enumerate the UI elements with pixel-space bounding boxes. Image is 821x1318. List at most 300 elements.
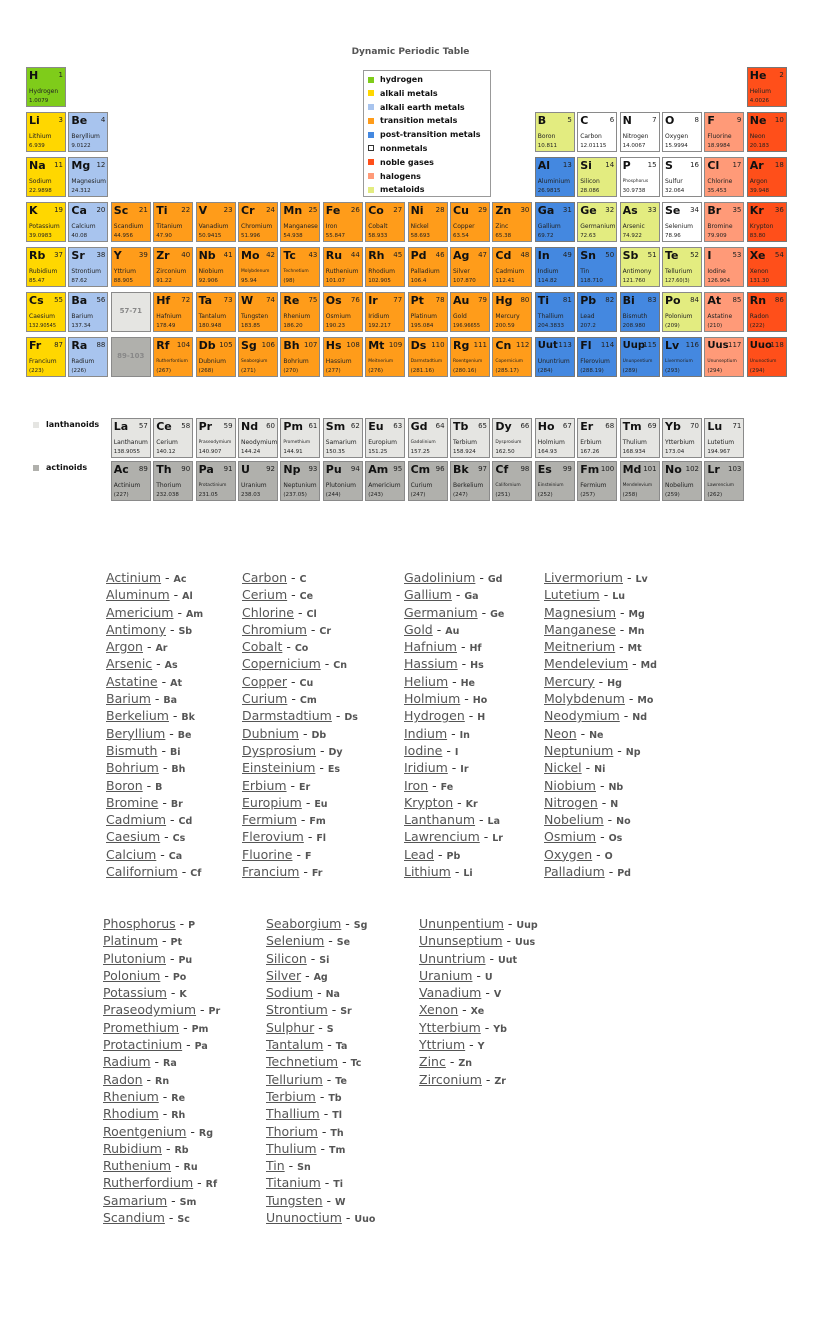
element-link-ununseptium[interactable]: Ununseptium xyxy=(419,933,503,949)
index-entry: Dysprosium - Dy xyxy=(242,742,343,758)
element-symbol: Tm xyxy=(622,420,642,433)
element-link-antimony[interactable]: Antimony xyxy=(106,621,166,637)
element-cell-gd[interactable] xyxy=(408,418,448,458)
element-link-dubnium[interactable]: Dubnium xyxy=(242,725,299,741)
element-link-tungsten[interactable]: Tungsten xyxy=(266,1192,323,1208)
element-cell-ar[interactable] xyxy=(747,157,787,197)
element-cell-si[interactable] xyxy=(577,157,617,197)
element-name: Dysprosium xyxy=(495,440,522,445)
element-link-fluorine[interactable]: Fluorine xyxy=(242,846,293,862)
index-entry: Silver - Ag xyxy=(266,967,328,983)
element-link-neon[interactable]: Neon xyxy=(544,725,577,741)
element-cell-eu[interactable] xyxy=(365,418,405,458)
atomic-weight: 85.47 xyxy=(29,278,45,284)
element-name: Protactinium xyxy=(198,483,227,488)
element-link-zinc[interactable]: Zinc xyxy=(419,1054,446,1070)
element-cell-f[interactable] xyxy=(704,112,744,152)
element-link-rhenium[interactable]: Rhenium xyxy=(103,1088,159,1104)
element-symbol: Re xyxy=(283,294,300,307)
element-link-californium[interactable]: Californium xyxy=(106,864,178,880)
element-cell-o[interactable] xyxy=(662,112,702,152)
element-link-thulium[interactable]: Thulium xyxy=(266,1140,317,1156)
element-link-hydrogen[interactable]: Hydrogen xyxy=(404,708,465,724)
element-cell-h[interactable] xyxy=(26,67,66,107)
element-symbol: W xyxy=(241,294,254,307)
element-link-flerovium[interactable]: Flerovium xyxy=(242,829,304,845)
element-link-thorium[interactable]: Thorium xyxy=(266,1123,318,1139)
element-cell-br[interactable] xyxy=(704,202,744,242)
element-cell-ra[interactable] xyxy=(68,337,108,377)
element-cell-fm[interactable] xyxy=(577,461,617,501)
element-link-chromium[interactable]: Chromium xyxy=(242,621,307,637)
element-cell-fl[interactable] xyxy=(577,337,617,377)
element-link-nickel[interactable]: Nickel xyxy=(544,760,582,776)
element-cell-rb[interactable] xyxy=(26,247,66,287)
element-cell-ds[interactable] xyxy=(408,337,448,377)
element-link-copper[interactable]: Copper xyxy=(242,673,288,689)
element-symbol: Np xyxy=(625,746,641,758)
element-link-krypton[interactable]: Krypton xyxy=(404,794,454,810)
element-link-germanium[interactable]: Germanium xyxy=(404,604,478,620)
element-cell-am[interactable] xyxy=(365,461,405,501)
element-cell-lu[interactable] xyxy=(704,418,744,458)
element-cell-tc[interactable] xyxy=(280,247,320,287)
element-symbol: Eu xyxy=(368,420,384,433)
element-cell-lr[interactable] xyxy=(704,461,744,501)
element-link-xenon[interactable]: Xenon xyxy=(419,1002,459,1018)
element-cell-cm[interactable] xyxy=(408,461,448,501)
atomic-weight: 144.24 xyxy=(241,449,261,455)
element-link-technetium[interactable]: Technetium xyxy=(266,1054,339,1070)
element-symbol: Pd xyxy=(410,249,427,262)
element-link-ununtrium[interactable]: Ununtrium xyxy=(419,950,486,966)
element-link-thallium[interactable]: Thallium xyxy=(266,1106,320,1122)
element-link-barium[interactable]: Barium xyxy=(106,691,151,707)
element-cell-be[interactable] xyxy=(68,112,108,152)
index-column xyxy=(266,915,375,1226)
element-cell-sr[interactable] xyxy=(68,247,108,287)
element-symbol: Au xyxy=(445,625,460,637)
element-cell-ho[interactable] xyxy=(535,418,575,458)
element-cell-w[interactable] xyxy=(238,292,278,332)
element-link-holmium[interactable]: Holmium xyxy=(404,691,461,707)
element-cell-nb[interactable] xyxy=(196,247,236,287)
element-link-calcium[interactable]: Calcium xyxy=(106,846,157,862)
element-cell-y[interactable] xyxy=(111,247,151,287)
element-cell-fe[interactable] xyxy=(323,202,363,242)
element-link-bromine[interactable]: Bromine xyxy=(106,794,159,810)
atomic-weight: 22.9898 xyxy=(29,188,52,194)
element-link-neodymium[interactable]: Neodymium xyxy=(544,708,620,724)
element-link-berkelium[interactable]: Berkelium xyxy=(106,708,169,724)
element-symbol: Cu xyxy=(453,204,469,217)
element-link-darmstadtium[interactable]: Darmstadtium xyxy=(242,708,332,724)
element-link-mendelevium[interactable]: Mendelevium xyxy=(544,656,629,672)
element-link-dysprosium[interactable]: Dysprosium xyxy=(242,742,317,758)
element-cell-cs[interactable] xyxy=(26,292,66,332)
element-cell-s[interactable] xyxy=(662,157,702,197)
element-symbol: Cu xyxy=(299,677,314,689)
element-name: Niobium xyxy=(198,268,224,275)
element-link-indium[interactable]: Indium xyxy=(404,725,448,741)
element-link-samarium[interactable]: Samarium xyxy=(103,1192,168,1208)
element-cell-tb[interactable] xyxy=(450,418,490,458)
legend-item-metalloid[interactable] xyxy=(368,183,490,197)
element-cell-kr[interactable] xyxy=(747,202,787,242)
element-cell-ti[interactable] xyxy=(535,292,575,332)
element-link-caesium[interactable]: Caesium xyxy=(106,829,161,845)
element-link-aluminum[interactable]: Aluminum xyxy=(106,587,170,603)
element-cell-ga[interactable] xyxy=(535,202,575,242)
element-cell-pr[interactable] xyxy=(196,418,236,458)
element-cell-u[interactable] xyxy=(238,461,278,501)
atomic-weight: 91.22 xyxy=(156,278,172,284)
element-cell-uut[interactable] xyxy=(535,337,575,377)
element-symbol: Uuo xyxy=(354,1214,376,1226)
element-cell-mt[interactable] xyxy=(365,337,405,377)
element-link-argon[interactable]: Argon xyxy=(106,639,143,655)
element-cell-pu[interactable] xyxy=(323,461,363,501)
element-cell-nd[interactable] xyxy=(238,418,278,458)
element-cell-mo[interactable] xyxy=(238,247,278,287)
element-link-ruthenium[interactable]: Ruthenium xyxy=(103,1158,172,1174)
element-link-astatine[interactable]: Astatine xyxy=(106,673,158,689)
atomic-weight: 127.60(3) xyxy=(665,278,690,284)
element-cell-k[interactable] xyxy=(26,202,66,242)
element-link-promethium[interactable]: Promethium xyxy=(103,1019,180,1035)
element-name: Ytterbium xyxy=(665,439,695,446)
element-link-silicon[interactable]: Silicon xyxy=(266,950,307,966)
legend-item-post[interactable] xyxy=(368,128,490,142)
element-link-iridium[interactable]: Iridium xyxy=(404,760,448,776)
element-link-iron[interactable]: Iron xyxy=(404,777,429,793)
element-link-yttrium[interactable]: Yttrium xyxy=(419,1037,466,1053)
element-cell-cf[interactable] xyxy=(492,461,532,501)
element-link-francium[interactable]: Francium xyxy=(242,864,300,880)
element-link-bismuth[interactable]: Bismuth xyxy=(106,742,158,758)
element-link-selenium[interactable]: Selenium xyxy=(266,933,325,949)
element-cell-sb[interactable] xyxy=(620,247,660,287)
atomic-number: 26 xyxy=(350,206,360,214)
element-cell-sc[interactable] xyxy=(111,202,151,242)
element-cell-sn[interactable] xyxy=(577,247,617,287)
legend-item-transition[interactable] xyxy=(368,114,490,128)
element-cell-te[interactable] xyxy=(662,247,702,287)
element-cell-fr[interactable] xyxy=(26,337,66,377)
element-cell-bh[interactable] xyxy=(280,337,320,377)
element-link-seaborgium[interactable]: Seaborgium xyxy=(266,916,342,931)
element-cell-rh[interactable] xyxy=(365,247,405,287)
element-link-terbium[interactable]: Terbium xyxy=(266,1088,316,1104)
legend-label: transition metals xyxy=(380,116,458,126)
element-link-curium[interactable]: Curium xyxy=(242,691,288,707)
element-link-rhodium[interactable]: Rhodium xyxy=(103,1106,159,1122)
element-cell-ba[interactable] xyxy=(68,292,108,332)
element-cell-uup[interactable] xyxy=(620,337,660,377)
element-link-actinium[interactable]: Actinium xyxy=(106,570,162,585)
element-cell-b[interactable] xyxy=(535,112,575,152)
element-link-helium[interactable]: Helium xyxy=(404,673,449,689)
index-entry: Calcium - Ca xyxy=(106,846,183,862)
element-link-lawrencium[interactable]: Lawrencium xyxy=(404,829,480,845)
element-symbol: Lv xyxy=(635,574,648,585)
legend-item-noble[interactable] xyxy=(368,156,490,170)
element-cell-po[interactable] xyxy=(662,292,702,332)
element-cell-zr[interactable] xyxy=(153,247,193,287)
element-cell-th[interactable] xyxy=(153,461,193,501)
element-link-tantalum[interactable]: Tantalum xyxy=(266,1037,324,1053)
element-link-radium[interactable]: Radium xyxy=(103,1054,151,1070)
element-cell-sm[interactable] xyxy=(323,418,363,458)
legend-item-hydrogen[interactable] xyxy=(368,73,490,87)
atomic-number: 6 xyxy=(609,116,615,124)
element-name: Copernicium xyxy=(495,359,524,364)
element-link-erbium[interactable]: Erbium xyxy=(242,777,287,793)
index-entry: Oxygen - O xyxy=(544,846,613,862)
element-cell-mn[interactable] xyxy=(280,202,320,242)
element-cell-as[interactable] xyxy=(620,202,660,242)
element-cell-yb[interactable] xyxy=(662,418,702,458)
element-cell-i[interactable] xyxy=(704,247,744,287)
element-link-oxygen[interactable]: Oxygen xyxy=(544,846,593,862)
element-link-nobelium[interactable]: Nobelium xyxy=(544,812,604,828)
element-link-manganese[interactable]: Manganese xyxy=(544,621,616,637)
element-cell-ca[interactable] xyxy=(68,202,108,242)
element-cell-p[interactable] xyxy=(620,157,660,197)
element-cell-rf[interactable] xyxy=(153,337,193,377)
element-cell-er[interactable] xyxy=(577,418,617,458)
index-entry: Sulphur - S xyxy=(266,1019,334,1035)
element-cell-zn[interactable] xyxy=(492,202,532,242)
element-link-phosphorus[interactable]: Phosphorus xyxy=(103,916,176,931)
element-link-sulphur[interactable]: Sulphur xyxy=(266,1019,315,1035)
element-cell-rg[interactable] xyxy=(450,337,490,377)
element-cell-co[interactable] xyxy=(365,202,405,242)
element-cell-cr[interactable] xyxy=(238,202,278,242)
element-cell-re[interactable] xyxy=(280,292,320,332)
element-link-bohrium[interactable]: Bohrium xyxy=(106,760,159,776)
element-name: Ruthenium xyxy=(325,268,359,275)
element-cell-xe[interactable] xyxy=(747,247,787,287)
element-link-cadmium[interactable]: Cadmium xyxy=(106,812,167,828)
element-link-livermorium[interactable]: Livermorium xyxy=(544,570,623,585)
element-link-niobium[interactable]: Niobium xyxy=(544,777,596,793)
element-link-rubidium[interactable]: Rubidium xyxy=(103,1140,162,1156)
element-link-fermium[interactable]: Fermium xyxy=(242,812,297,828)
element-link-meitnerium[interactable]: Meitnerium xyxy=(544,639,616,655)
element-cell-ru[interactable] xyxy=(323,247,363,287)
element-link-uranium[interactable]: Uranium xyxy=(419,967,473,983)
index-entry: Manganese - Mn xyxy=(544,621,645,637)
element-link-gold[interactable]: Gold xyxy=(404,621,433,637)
element-link-scandium[interactable]: Scandium xyxy=(103,1210,165,1226)
element-cell-lv[interactable] xyxy=(662,337,702,377)
element-cell-cl[interactable] xyxy=(704,157,744,197)
element-link-rutherfordium[interactable]: Rutherfordium xyxy=(103,1175,194,1191)
element-link-beryllium[interactable]: Beryllium xyxy=(106,725,166,741)
element-link-americium[interactable]: Americium xyxy=(106,604,174,620)
element-cell-ti[interactable] xyxy=(153,202,193,242)
element-cell-au[interactable] xyxy=(450,292,490,332)
element-cell-cn[interactable] xyxy=(492,337,532,377)
atomic-weight: (247) xyxy=(410,492,426,498)
element-symbol: Pr xyxy=(198,420,213,433)
element-symbol: Rg xyxy=(453,339,470,352)
element-cell-pd[interactable] xyxy=(408,247,448,287)
element-link-cobalt[interactable]: Cobalt xyxy=(242,639,283,655)
element-cell-pt[interactable] xyxy=(408,292,448,332)
element-cell-ni[interactable] xyxy=(408,202,448,242)
atomic-weight: 88.905 xyxy=(113,278,134,284)
element-link-palladium[interactable]: Palladium xyxy=(544,864,605,880)
element-link-silver[interactable]: Silver xyxy=(266,967,302,983)
atomic-number: 25 xyxy=(308,206,318,214)
element-cell-ge[interactable] xyxy=(577,202,617,242)
element-cell-se[interactable] xyxy=(662,202,702,242)
element-cell-pa[interactable] xyxy=(196,461,236,501)
element-symbol: Xe xyxy=(749,249,766,262)
element-link-carbon[interactable]: Carbon xyxy=(242,570,288,585)
element-cell-c[interactable] xyxy=(577,112,617,152)
element-cell-ag[interactable] xyxy=(450,247,490,287)
element-link-platinum[interactable]: Platinum xyxy=(103,933,159,949)
element-link-sodium[interactable]: Sodium xyxy=(266,985,314,1001)
element-cell-al[interactable] xyxy=(535,157,575,197)
element-cell-n[interactable] xyxy=(620,112,660,152)
element-symbol: Sc xyxy=(177,1214,190,1226)
element-cell-mg[interactable] xyxy=(68,157,108,197)
element-link-lead[interactable]: Lead xyxy=(404,846,435,862)
element-cell-hs[interactable] xyxy=(323,337,363,377)
element-link-roentgenium[interactable]: Roentgenium xyxy=(103,1123,187,1139)
element-link-vanadium[interactable]: Vanadium xyxy=(419,985,482,1001)
element-symbol: Uus xyxy=(515,937,536,949)
element-link-gadolinium[interactable]: Gadolinium xyxy=(404,570,476,585)
element-link-neptunium[interactable]: Neptunium xyxy=(544,742,614,758)
element-cell-os[interactable] xyxy=(323,292,363,332)
element-cell-ta[interactable] xyxy=(196,292,236,332)
element-cell-in[interactable] xyxy=(535,247,575,287)
index-entry: Krypton - Kr xyxy=(404,794,478,810)
element-cell-pb[interactable] xyxy=(577,292,617,332)
element-link-cerium[interactable]: Cerium xyxy=(242,587,288,603)
element-link-plutonium[interactable]: Plutonium xyxy=(103,950,166,966)
atomic-weight: 58.933 xyxy=(368,233,388,239)
element-cell-sg[interactable] xyxy=(238,337,278,377)
element-link-potassium[interactable]: Potassium xyxy=(103,985,167,1001)
atomic-number: 118 xyxy=(770,341,784,349)
element-link-magnesium[interactable]: Magnesium xyxy=(544,604,617,620)
element-cell-ac[interactable] xyxy=(111,461,151,501)
element-cell-dy[interactable] xyxy=(492,418,532,458)
element-link-boron[interactable]: Boron xyxy=(106,777,143,793)
element-link-praseodymium[interactable]: Praseodymium xyxy=(103,1002,197,1018)
element-cell-hf[interactable] xyxy=(153,292,193,332)
legend-swatch xyxy=(368,132,374,138)
element-link-arsenic[interactable]: Arsenic xyxy=(106,656,153,672)
element-name: Manganese xyxy=(283,223,318,230)
element-cell-hg[interactable] xyxy=(492,292,532,332)
legend-item-alkali[interactable] xyxy=(368,87,490,101)
element-link-titanium[interactable]: Titanium xyxy=(266,1175,321,1191)
element-cell-tm[interactable] xyxy=(620,418,660,458)
element-cell-na[interactable] xyxy=(26,157,66,197)
element-link-nitrogen[interactable]: Nitrogen xyxy=(544,794,598,810)
element-cell-cd[interactable] xyxy=(492,247,532,287)
element-cell-no[interactable] xyxy=(662,461,702,501)
element-cell-md[interactable] xyxy=(620,461,660,501)
legend-item-alkaline[interactable] xyxy=(368,101,490,115)
element-cell-db[interactable] xyxy=(196,337,236,377)
atomic-number: 78 xyxy=(435,296,445,304)
element-cell-np[interactable] xyxy=(280,461,320,501)
element-link-europium[interactable]: Europium xyxy=(242,794,302,810)
element-link-chlorine[interactable]: Chlorine xyxy=(242,604,294,620)
element-cell-es[interactable] xyxy=(535,461,575,501)
element-cell-la[interactable] xyxy=(111,418,151,458)
element-link-einsteinium[interactable]: Einsteinium xyxy=(242,760,316,776)
element-symbol: Am xyxy=(368,463,389,476)
element-name: Indium xyxy=(537,268,559,275)
element-link-lutetium[interactable]: Lutetium xyxy=(544,587,600,603)
element-link-ytterbium[interactable]: Ytterbium xyxy=(419,1019,481,1035)
element-cell-pm[interactable] xyxy=(280,418,320,458)
element-link-gallium[interactable]: Gallium xyxy=(404,587,452,603)
element-link-molybdenum[interactable]: Molybdenum xyxy=(544,691,625,707)
element-link-ununoctium[interactable]: Ununoctium xyxy=(266,1210,342,1226)
element-cell-uuo[interactable] xyxy=(747,337,787,377)
legend-item-nonmetal[interactable] xyxy=(368,142,490,156)
element-name: Nickel xyxy=(410,223,429,230)
element-cell-uus[interactable] xyxy=(704,337,744,377)
atomic-weight: 157.25 xyxy=(410,449,430,455)
element-cell-he[interactable] xyxy=(747,67,787,107)
element-cell-cu[interactable] xyxy=(450,202,490,242)
element-link-tin[interactable]: Tin xyxy=(266,1158,285,1174)
atomic-number: 21 xyxy=(138,206,148,214)
element-cell-ne[interactable] xyxy=(747,112,787,152)
element-cell-bk[interactable] xyxy=(450,461,490,501)
element-link-protactinium[interactable]: Protactinium xyxy=(103,1037,183,1053)
element-symbol: Lr xyxy=(707,463,720,476)
element-link-radon[interactable]: Radon xyxy=(103,1071,143,1087)
element-link-tellurium[interactable]: Tellurium xyxy=(266,1071,323,1087)
atomic-number: 30 xyxy=(520,206,530,214)
element-cell-bi[interactable] xyxy=(620,292,660,332)
element-link-strontium[interactable]: Strontium xyxy=(266,1002,328,1018)
element-link-lanthanum[interactable]: Lanthanum xyxy=(404,812,476,828)
element-link-lithium[interactable]: Lithium xyxy=(404,864,451,880)
element-link-iodine[interactable]: Iodine xyxy=(404,742,443,758)
element-link-hafnium[interactable]: Hafnium xyxy=(404,639,457,655)
element-cell-rn[interactable] xyxy=(747,292,787,332)
element-link-hassium[interactable]: Hassium xyxy=(404,656,458,672)
element-cell-v[interactable] xyxy=(196,202,236,242)
element-cell-at[interactable] xyxy=(704,292,744,332)
element-link-mercury[interactable]: Mercury xyxy=(544,673,595,689)
element-symbol: Gd xyxy=(410,420,428,433)
element-cell-ir[interactable] xyxy=(365,292,405,332)
element-cell-ce[interactable] xyxy=(153,418,193,458)
legend-item-halogen[interactable] xyxy=(368,170,490,184)
element-link-copernicium[interactable]: Copernicium xyxy=(242,656,321,672)
element-link-polonium[interactable]: Polonium xyxy=(103,967,161,983)
element-name: Tellurium xyxy=(665,268,693,275)
element-link-osmium[interactable]: Osmium xyxy=(544,829,597,845)
element-link-zirconium[interactable]: Zirconium xyxy=(419,1071,482,1087)
element-link-ununpentium[interactable]: Ununpentium xyxy=(419,916,504,931)
element-cell-li[interactable] xyxy=(26,112,66,152)
